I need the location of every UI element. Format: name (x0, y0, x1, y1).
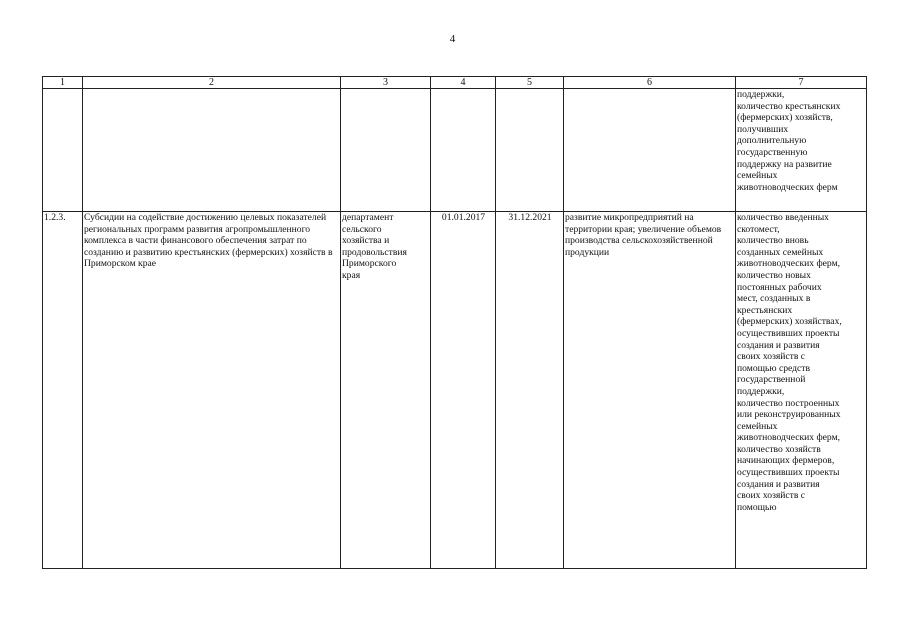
header-cell-1: 1 (43, 77, 83, 89)
program-table (42, 76, 867, 569)
cont-cell-number (43, 89, 83, 212)
cont-cell-end (496, 89, 564, 212)
header-cell-3: 3 (341, 77, 431, 89)
table-row (43, 212, 867, 569)
header-cell-7: 7 (736, 77, 867, 89)
row-indicators: количество введенных скотомест, количество вновь созданных семейных животноводческих ферм, количество новых постоянных рабочих мест, созданных в крестьянских (фермерских) хозяйствах, осуществивших проекты создания и развития своих хозяйств с помощью средств государственной поддержки, количество построенных или реконструированных семейных животноводческих ферм, количество хозяйств начинающих фермеров, осуществивших проекты создания и развития своих хозяйств с помощью (736, 212, 867, 569)
row-name: Субсидии на содействие достижению целевых показателей региональных программ развития агропромышленного комплекса в части финансового обеспечения затрат по созданию и развитию крестьянских (фермерских) хозяйств в Приморском крае (83, 212, 341, 569)
cont-cell-indicators: поддержки, количество крестьянских (фермерских) хозяйств, получивших дополнительную государственную поддержку на развитие семейных животноводческих ферм (736, 89, 867, 212)
header-cell-5: 5 (496, 77, 564, 89)
row-result: развитие микропредприятий на территории края; увеличение объемов производства сельскохозяйственной продукции (564, 212, 736, 569)
cont-cell-result (564, 89, 736, 212)
cont-cell-name (83, 89, 341, 212)
row-end-date: 31.12.2021 (496, 212, 564, 569)
continuation-row (43, 89, 867, 212)
header-cell-4: 4 (431, 77, 496, 89)
header-row (43, 77, 867, 89)
row-executor: департамент сельского хозяйства и продовольствия Приморского края (341, 212, 431, 569)
header-cell-6: 6 (564, 77, 736, 89)
cont-cell-executor (341, 89, 431, 212)
page-number: 4 (449, 33, 456, 45)
row-number: 1.2.3. (43, 212, 83, 569)
header-cell-2: 2 (83, 77, 341, 89)
cont-cell-start (431, 89, 496, 212)
row-start-date: 01.01.2017 (431, 212, 496, 569)
